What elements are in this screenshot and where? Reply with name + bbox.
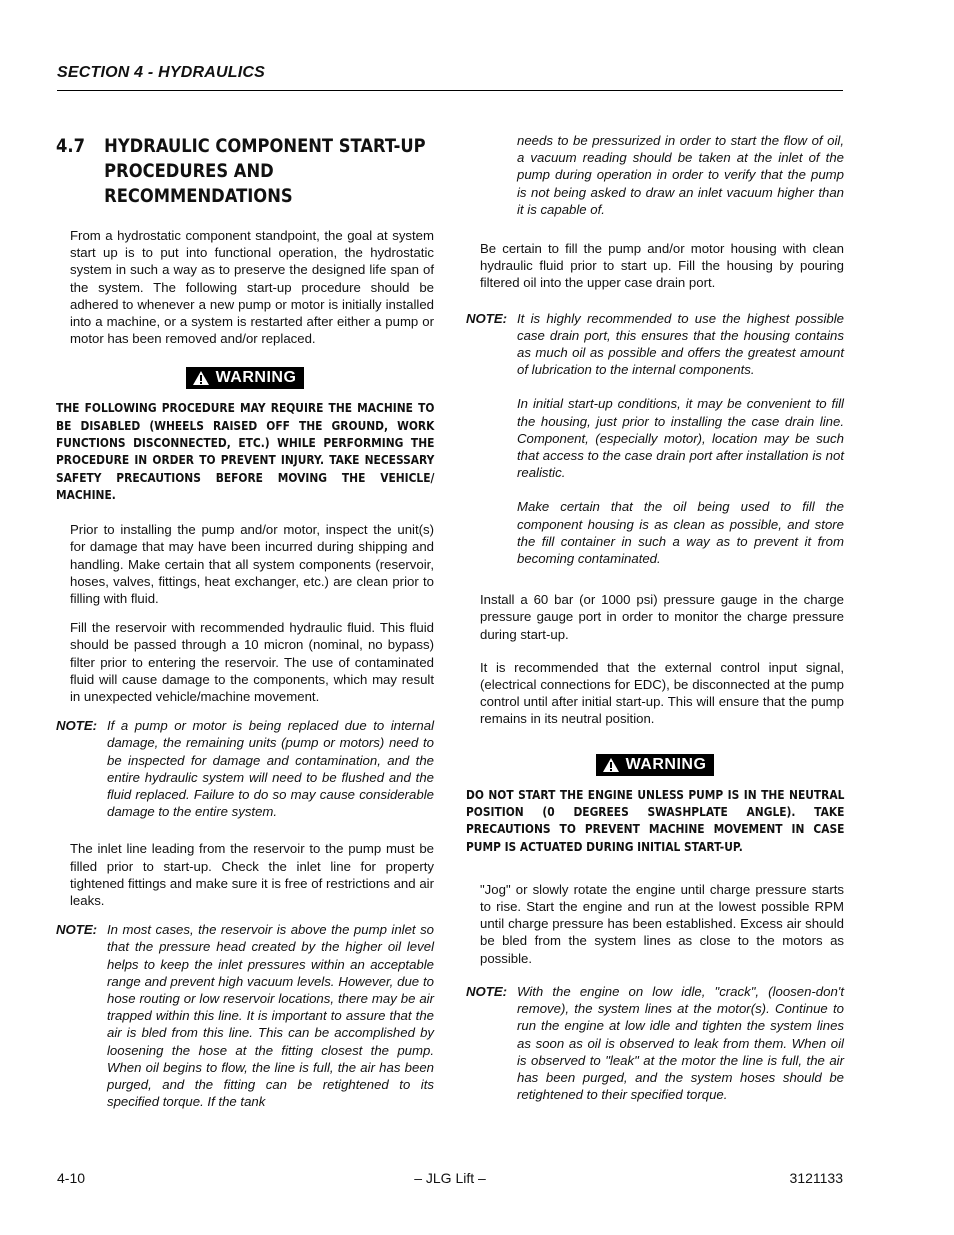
note-continued-text: needs to be pressurized in order to start the flow of oil, a vacuum reading should be taken at the inlet of the pump during operation in order to verify that the pump is not being asked to draw an inlet vacuum higher than it is capable of. <box>517 133 844 217</box>
note-paragraph: Make certain that the oil being used to fill the component housing is as clean as possible, and store the fill container in such a way as to prevent it from becoming contaminated. <box>517 499 844 567</box>
housing-paragraph: Be certain to fill the pump and/or motor housing with clean hydraulic fluid prior to start up. Fill the housing by pouring filtered oil into the upper case drain port. <box>480 241 844 291</box>
intro-paragraph: From a hydrostatic component standpoint, the goal at system start up is to put into functional operation, the hydrostatic system in such a way as to preserve the designed life span of the system. The following start-up procedure should be adhered to whenever a new pump or motor is initially installed into a machine, or a system is restarted after either a pump or motor has been removed and/or replaced. <box>70 228 434 347</box>
note-label: NOTE: <box>56 718 98 734</box>
page-footer <box>57 1170 843 1190</box>
warning-badge <box>186 367 305 389</box>
note-reservoir <box>56 921 434 1110</box>
section-title-line: PROCEDURES AND <box>104 160 274 182</box>
section-header-title: SECTION 4 - HYDRAULICS <box>57 64 265 81</box>
left-column <box>56 132 434 1125</box>
warning-label: WARNING <box>215 369 297 387</box>
section-title-line: HYDRAULIC COMPONENT START-UP <box>104 135 426 157</box>
note-text: In most cases, the reservoir is above the pump inlet so that the pressure head created by the higher oil level helps to keep the inlet pressures within an acceptable range and prevent high vacuum levels. However, due to hose routing or low reservoir locations, there may be air trapped within this line. It is important to assure that the air is bled from this line. This can be accomplished by loosening the hose at the fitting closest the pump. When oil begins to flow, the line is full, the air has been purged, and the fitting can be retightened to its specified torque. If the tank <box>107 922 434 1110</box>
note-text <box>517 310 844 568</box>
document-number: 3121133 <box>789 1170 843 1186</box>
note-paragraph: It is highly recommended to use the highest possible case drain port, this ensures that the housing contains as much oil as possible and offers the greatest amount of lubrication to the internal components. <box>517 310 844 378</box>
inspect-paragraph: Prior to installing the pump and/or motor, inspect the unit(s) for damage that may have been incurred during shipping and handling. Make certain that all system components (reservoir, hoses, valves, fittings, heat exchanger, etc.) are clean prior to filling with fluid. <box>70 522 434 607</box>
warning-badge-wrap <box>466 754 844 778</box>
section-title-line: RECOMMENDATIONS <box>104 185 293 207</box>
note-label: NOTE: <box>466 310 508 326</box>
section-number: 4.7 <box>56 135 85 157</box>
control-signal-paragraph: It is recommended that the external control input signal, (electrical connections for EDC), be disconnected at the pump control until after initial start-up. This will ensure that the pump remains in its neutral position. <box>480 659 844 727</box>
note-text: With the engine on low idle, "crack", (loosen-don't remove), the system lines at the motor(s). Continue to run the engine at low idle and tighten the system lines as soon as oil is observed to leak from them. When oil is observed to "leak" at the motor the line is full, the air has been purged, and the system hoses should be retightened to their specified torque. <box>517 983 844 1103</box>
footer-center-text: – JLG Lift – <box>414 1170 486 1186</box>
pressure-gauge-paragraph: Install a 60 bar (or 1000 psi) pressure gauge in the charge pressure gauge port in order to monitor the charge pressure during start-up. <box>480 592 844 642</box>
warning-triangle-icon <box>602 757 620 773</box>
note-text: If a pump or motor is being replaced due to internal damage, the remaining units (pump or motors) need to be inspected for damage and contamination, and the entire hydraulic system will need to be flushed and the fluid replaced. Failure to do so may cause considerable damage to the entire system. <box>107 718 434 820</box>
note-replacement <box>56 717 434 820</box>
note-paragraph: In initial start-up conditions, it may be convenient to fill the housing, just prior to installing the case drain line. Component, (especially motor), location may be such that access to the case drain port after installation is not realistic. <box>517 396 844 481</box>
note-label: NOTE: <box>56 922 98 938</box>
warning-text: DO NOT START THE ENGINE UNLESS PUMP IS IN THE NEUTRAL POSITION (0 DEGREES SWASHPLATE ANGLE). TAKE PRECAUTIONS TO PREVENT MACHINE MOVEMENT IN CASE PUMP IS ACTUATED DURING INITIAL START-UP. <box>466 786 845 854</box>
warning-badge <box>596 754 715 776</box>
note-crack-lines <box>466 983 844 1103</box>
note-case-drain <box>466 310 844 568</box>
jog-engine-paragraph: "Jog" or slowly rotate the engine until charge pressure starts to rise. Start the engine and run at the lowest possible RPM until charge pressure has been established. Excess air should be bled from the system lines as close to the motors as possible. <box>480 881 844 966</box>
warning-badge-wrap <box>56 367 434 391</box>
warning-label: WARNING <box>625 755 707 773</box>
right-column <box>466 132 844 1117</box>
section-heading <box>56 134 426 209</box>
page-header <box>57 64 843 91</box>
inlet-line-paragraph: The inlet line leading from the reservoir to the pump must be filled prior to start-up. Check the inlet line for property tightened fittings and make sure it is free of restrictions and air leaks. <box>70 841 434 909</box>
section-title <box>104 134 426 209</box>
warning-triangle-icon <box>192 370 210 386</box>
page-number: 4-10 <box>57 1170 86 1186</box>
warning-text: THE FOLLOWING PROCEDURE MAY REQUIRE THE MACHINE TO BE DISABLED (WHEELS RAISED OFF THE GROUND, WORK FUNCTIONS DISCONNECTED, ETC.) WHILE PERFORMING THE PROCEDURE IN ORDER TO PREVENT INJURY. TAKE NECESSARY SAFETY PRECAUTIONS BEFORE MOVING THE VEHICLE/ MACHINE. <box>56 400 435 502</box>
fill-reservoir-paragraph: Fill the reservoir with recommended hydraulic fluid. This fluid should be passed through a 10 micron (nominal, no bypass) filter prior to entering the reservoir. The use of contaminated fluid will cause damage to the components, which may result in unexpected vehicle/machine movement. <box>70 620 434 705</box>
note-label: NOTE: <box>466 983 508 999</box>
